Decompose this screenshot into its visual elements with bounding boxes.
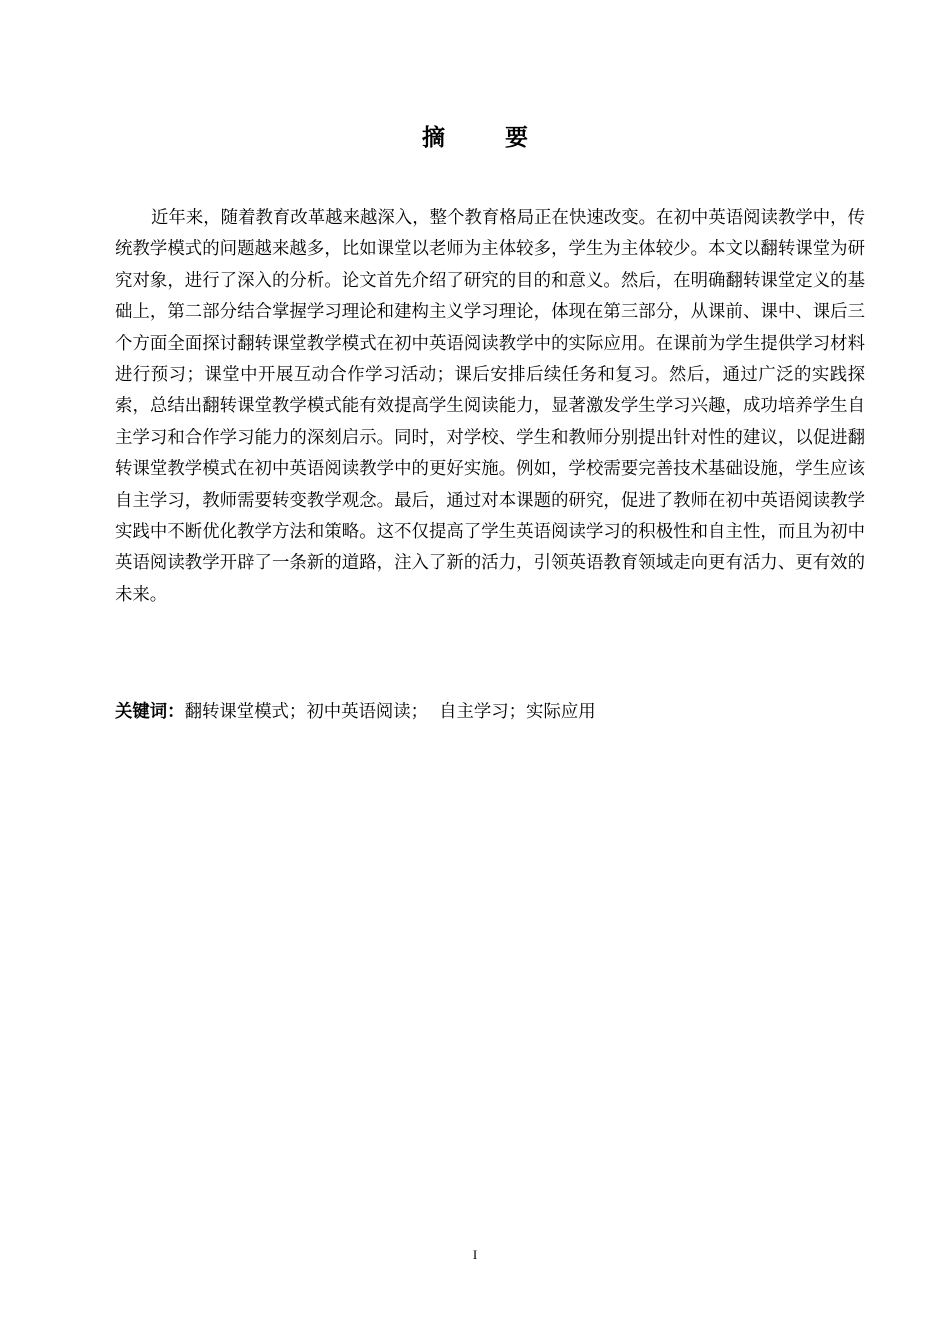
keywords-label: 关键词： — [115, 702, 185, 722]
page-number: I — [472, 1247, 478, 1262]
keywords-line — [115, 697, 875, 728]
abstract-title: 摘 要 — [421, 125, 554, 151]
keywords-text: 翻转课堂模式；初中英语阅读； 自主学习；实际应用 — [184, 702, 596, 722]
abstract-body: 近年来，随着教育改革越来越深入，整个教育格局正在快速改变。在初中英语阅读教学中，传统教学模式的问题越来越多，比如课堂以老师为主体较多，学生为主体较少。本文以翻转课堂为研究对象，进行了深入的分析。论文首先介绍了研究的目的和意义。然后，在明确翻转课堂定义的基础上，第二部分结合掌握学习理论和建构主义学习理论，体现在第三部分，从课前、课中、课后三个方面全面探讨翻转课堂教学模式在初中英语阅读教学中的实际应用。在课前为学生提供学习材料进行预习；课堂中开展互动合作学习活动；课后安排后续任务和复习。然后，通过广泛的实践探索，总结出翻转课堂教学模式能有效提高学生阅读能力，显著激发学生学习兴趣，成功培养学生自主学习和合作学习能力的深刻启示。同时，对学校、学生和教师分别提出针对性的建议，以促进翻转课堂教学模式在初中英语阅读教学中的更好实施。例如，学校需要完善技术基础设施，学生应该自主学习，教师需要转变教学观念。最后，通过对本课题的研究，促进了教师在初中英语阅读教学实践中不断优化教学方法和策略。这不仅提高了学生英语阅读学习的积极性和自主性，而且为初中英语阅读教学开辟了一条新的道路，注入了新的活力，引领英语教育领域走向更有活力、更有效的未来。 — [115, 208, 865, 605]
